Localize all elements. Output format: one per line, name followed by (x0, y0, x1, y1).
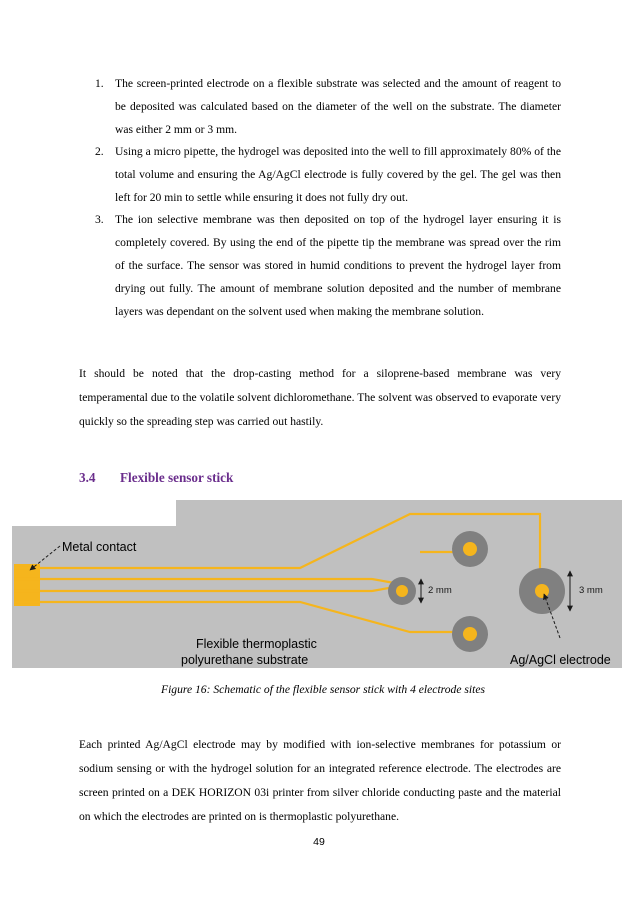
description-paragraph: Each printed Ag/AgCl electrode may by modified with ion-selective membranes for potassium or sodium sensing or with the hydrogel solution for an integrated reference electrode. The electrodes are screen printed on a DEK HORIZON 03i printer from silver chloride conducting paste and the material on which the electrodes are printed on is thermoplastic polyurethane. (79, 738, 561, 823)
section-title: Flexible sensor stick (120, 470, 234, 485)
list-text: The ion selective membrane was then deposited on top of the hydrogel layer ensuring it is completely covered. By using the end of the pipette tip the membrane was spread over the rim of the surface. The sensor was stored in humid conditions to prevent the hydrogel layer from drying out fully. The amount of membrane solution deposited and the number of membrane layers was dependant on the solvent used when making the membrane solution. (115, 213, 561, 318)
dimension-label-small: 2 mm (428, 585, 452, 596)
list-number: 1. (95, 77, 104, 90)
electrode-core (463, 542, 477, 556)
electrode-label: Ag/AgCl electrode (510, 653, 611, 667)
figure-caption: Figure 16: Schematic of the flexible sensor stick with 4 electrode sites (160, 683, 485, 696)
list-number: 3. (95, 213, 104, 226)
list-number: 2. (95, 145, 104, 158)
sensor-stick-schematic (0, 494, 638, 684)
dimension-label-large: 3 mm (579, 585, 603, 596)
section-number: 3.4 (79, 470, 96, 485)
electrode-core (535, 584, 549, 598)
note-paragraph: It should be noted that the drop-casting method for a siloprene-based membrane was very temperamental due to the volatile solvent dichloromethane. The solvent was observed to evaporate very quickly so the spreading step was carried out hastily. (79, 367, 561, 428)
list-item (79, 208, 561, 323)
substrate-label-line1: Flexible thermoplastic (196, 637, 317, 651)
list-text: Using a micro pipette, the hydrogel was deposited into the well to fill approximately 80% of the total volume and ensuring the Ag/AgCl electrode is fully covered by the gel. The gel was then left for 20 min to settle while ensuring it does not fully dry out. (115, 145, 561, 204)
list-item (79, 72, 561, 141)
list-text: The screen-printed electrode on a flexible substrate was selected and the amount of reagent to be deposited was calculated based on the diameter of the well on the substrate. The diameter was either 2 mm or 3 mm. (115, 77, 561, 136)
page-number: 49 (313, 836, 325, 848)
electrode-core (396, 585, 408, 597)
list-item (79, 140, 561, 209)
procedure-list (79, 72, 561, 322)
substrate-label-line2: polyurethane substrate (181, 653, 309, 667)
electrode-core (463, 627, 477, 641)
metal-contact-pad (14, 564, 40, 606)
metal-contact-label: Metal contact (62, 540, 137, 554)
section-heading (79, 470, 233, 486)
